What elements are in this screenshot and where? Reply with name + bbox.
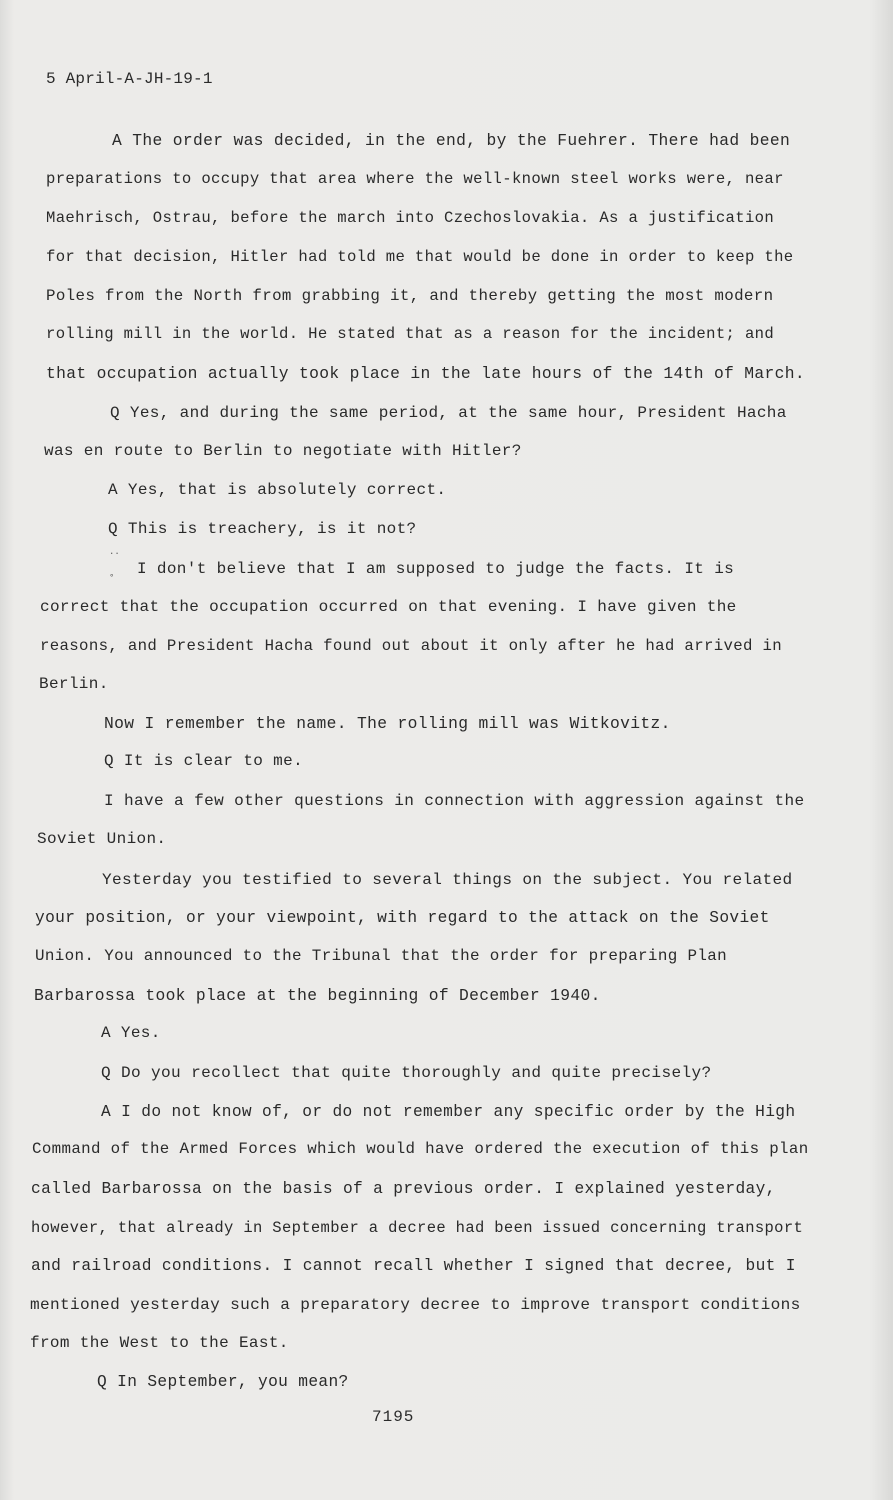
speaker-mark: ..	[109, 547, 120, 557]
text-line: A The order was decided, in the end, by the Fuehrer. There had been	[112, 131, 791, 150]
text-line: from the West to the East.	[30, 1334, 289, 1352]
text-line: however, that already in September a decree had been issued concerning transport	[31, 1219, 804, 1237]
text-line: Q This is treachery, is it not?	[108, 520, 417, 538]
text-line: was en route to Berlin to negotiate with Hitler?	[44, 442, 522, 460]
text-line: Q In September, you mean?	[97, 1373, 349, 1391]
text-line: Now I remember the name. The rolling mill was Witkovitz.	[104, 714, 671, 733]
text-line: Soviet Union.	[37, 830, 167, 848]
text-line: A Yes.	[101, 1024, 161, 1042]
text-line: for that decision, Hitler had told me that would be done in order to keep the	[46, 248, 794, 266]
text-line: rolling mill in the world. He stated that as a reason for the incident; and	[46, 325, 775, 343]
text-line: Q Yes, and during the same period, at the same hour, President Hacha	[110, 404, 787, 422]
text-line: and railroad conditions. I cannot recall whether I signed that decree, but I	[31, 1257, 796, 1275]
document-header: 5 April-A-JH-19-1	[46, 70, 213, 88]
text-line: Q Do you recollect that quite thoroughly and quite precisely?	[101, 1064, 712, 1082]
text-line: called Barbarossa on the basis of a previous order. I explained yesterday,	[31, 1180, 776, 1198]
text-line: Berlin.	[39, 675, 109, 693]
text-line: preparations to occupy that area where the well-known steel works were, near	[46, 170, 784, 188]
text-line: Maehrisch, Ostrau, before the march into Czechoslovakia. As a justification	[46, 209, 775, 227]
text-line: mentioned yesterday such a preparatory decree to improve transport conditions	[30, 1296, 801, 1314]
text-line: Yesterday you testified to several things on the subject. You related	[102, 871, 793, 889]
text-line: Barbarossa took place at the beginning of December 1940.	[34, 986, 601, 1005]
text-line: I have a few other questions in connection with aggression against the	[104, 792, 805, 810]
text-line: I don't believe that I am supposed to judge the facts. It is	[137, 560, 735, 578]
text-line: Union. You announced to the Tribunal that the order for preparing Plan	[35, 947, 728, 965]
text-line: A I do not know of, or do not remember any specific order by the High	[101, 1103, 796, 1121]
speaker-mark: °	[109, 573, 115, 583]
text-line: Poles from the North from grabbing it, and thereby getting the most modern	[46, 287, 774, 305]
text-line: Command of the Armed Forces which would have ordered the execution of this plan	[32, 1140, 809, 1158]
page-number: 7195	[372, 1408, 415, 1426]
text-line: correct that the occupation occurred on that evening. I have given the	[40, 598, 737, 616]
text-line: A Yes, that is absolutely correct.	[108, 481, 447, 499]
text-line: your position, or your viewpoint, with regard to the attack on the Soviet	[35, 909, 770, 927]
text-line: Q It is clear to me.	[104, 752, 304, 770]
text-line: that occupation actually took place in the late hours of the 14th of March.	[46, 364, 806, 383]
text-line: reasons, and President Hacha found out about it only after he had arrived in	[40, 637, 783, 655]
